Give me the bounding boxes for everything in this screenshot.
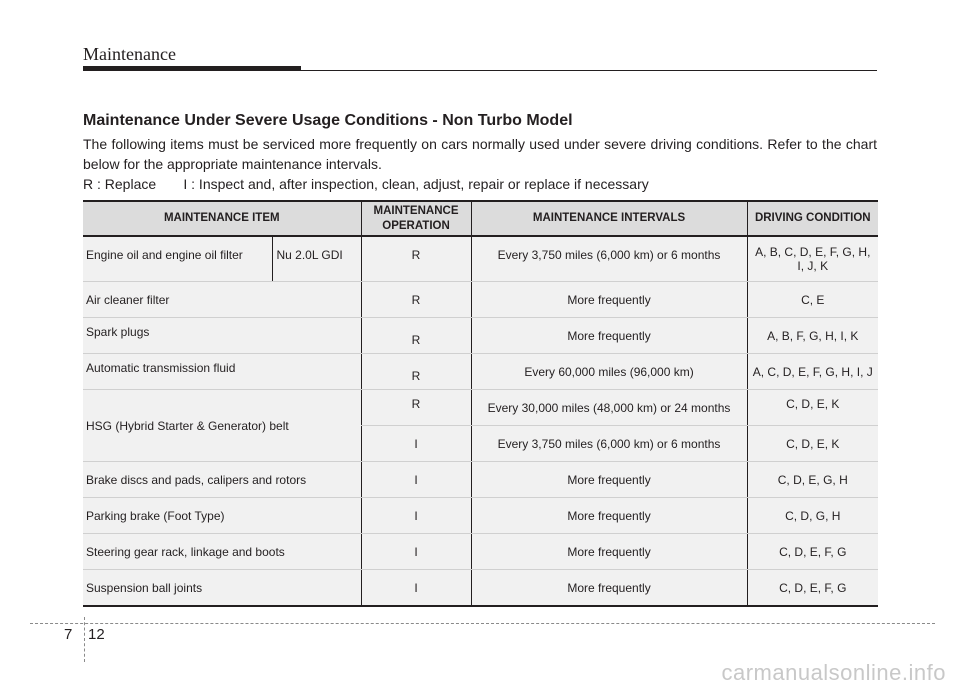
condition-cell: C, D, E, K: [747, 426, 878, 462]
footer-rule: [30, 623, 935, 624]
interval-cell: Every 3,750 miles (6,000 km) or 6 months: [471, 426, 747, 462]
header-driving-condition: DRIVING CONDITION: [747, 201, 878, 236]
condition-cell: C, D, E, F, G: [747, 570, 878, 607]
condition-cell: C, E: [747, 282, 878, 318]
legend-line: R : Replace I : Inspect and, after inspection, clean, adjust, repair or replace if necessary: [83, 176, 649, 192]
table-header-row: [83, 201, 878, 236]
operation-value: R: [411, 248, 421, 262]
engine-variant-label: Nu 2.0L GDI: [276, 248, 343, 262]
condition-cell: A, B, F, G, H, I, K: [747, 318, 878, 354]
operation-cell: I: [361, 426, 471, 462]
table-row: [83, 570, 878, 607]
interval-cell: More frequently: [471, 570, 747, 607]
interval-cell: More frequently: [471, 498, 747, 534]
interval-cell: More frequently: [471, 534, 747, 570]
operation-value: R: [411, 396, 421, 411]
table-row: [83, 282, 878, 318]
condition-cell: C, D, E, G, H: [747, 462, 878, 498]
header-maintenance-operation: MAINTENANCE OPERATION: [361, 201, 471, 236]
header-bar: [83, 66, 301, 71]
condition-cell: C, D, G, H: [747, 498, 878, 534]
operation-cell: [361, 354, 471, 390]
table-row: [83, 462, 878, 498]
operation-cell: [361, 236, 471, 282]
operation-cell: I: [361, 462, 471, 498]
item-cell: [83, 354, 361, 390]
page-number-separator: [84, 617, 85, 662]
section-title: Maintenance Under Severe Usage Conditions - Non Turbo Model: [83, 112, 573, 129]
item-cell: Suspension ball joints: [83, 570, 361, 607]
table-row: [83, 390, 878, 426]
item-cell: Parking brake (Foot Type): [83, 498, 361, 534]
item-cell: Brake discs and pads, calipers and rotors: [83, 462, 361, 498]
watermark-text: carmanualsonline.info: [721, 660, 946, 685]
item-cell: [83, 318, 361, 354]
interval-cell: Every 30,000 miles (48,000 km) or 24 months: [471, 390, 747, 426]
operation-cell: R: [361, 282, 471, 318]
chapter-number: 7: [64, 626, 73, 643]
table-row: [83, 354, 878, 390]
interval-cell: More frequently: [471, 282, 747, 318]
interval-value: Every 3,750 miles (6,000 km) or 6 months: [497, 248, 721, 262]
table-row: [83, 534, 878, 570]
interval-cell: More frequently: [471, 462, 747, 498]
condition-value: C, D, E, K: [786, 396, 840, 411]
item-cell: Air cleaner filter: [83, 282, 361, 318]
operation-cell: [361, 318, 471, 354]
item-label: Automatic transmission fluid: [86, 360, 236, 375]
condition-cell: A, C, D, E, F, G, H, I, J: [747, 354, 878, 390]
table-row: [83, 498, 878, 534]
interval-cell: More frequently: [471, 318, 747, 354]
condition-cell: C, D, E, F, G: [747, 534, 878, 570]
interval-cell: Every 60,000 miles (96,000 km): [471, 354, 747, 390]
engine-variant-cell: [272, 236, 361, 282]
condition-cell: [747, 390, 878, 426]
item-label: Engine oil and engine oil filter: [86, 248, 243, 262]
intro-paragraph: The following items must be serviced more frequently on cars normally used under severe driving conditions. Refer to the chart below for the appropriate maintenance intervals.: [83, 136, 877, 172]
condition-value: A, B, C, D, E, F, G, H, I, J, K: [755, 245, 871, 273]
running-header: Maintenance: [83, 44, 176, 64]
operation-cell: I: [361, 534, 471, 570]
table-row: [83, 318, 878, 354]
item-cell: HSG (Hybrid Starter & Generator) belt: [83, 390, 361, 462]
interval-cell: [471, 236, 747, 282]
item-cell: [83, 236, 272, 282]
table-row: [83, 236, 878, 282]
header-rule: [301, 70, 877, 71]
operation-cell: I: [361, 498, 471, 534]
page-number: 12: [88, 626, 105, 643]
operation-value: R: [411, 368, 421, 383]
maintenance-table: [83, 200, 878, 607]
header-maintenance-item: MAINTENANCE ITEM: [83, 201, 361, 236]
operation-cell: I: [361, 570, 471, 607]
header-maintenance-intervals: MAINTENANCE INTERVALS: [471, 201, 747, 236]
item-label: Spark plugs: [86, 324, 150, 339]
item-cell: Steering gear rack, linkage and boots: [83, 534, 361, 570]
operation-value: R: [411, 332, 421, 347]
operation-cell: [361, 390, 471, 426]
condition-cell: [747, 236, 878, 282]
